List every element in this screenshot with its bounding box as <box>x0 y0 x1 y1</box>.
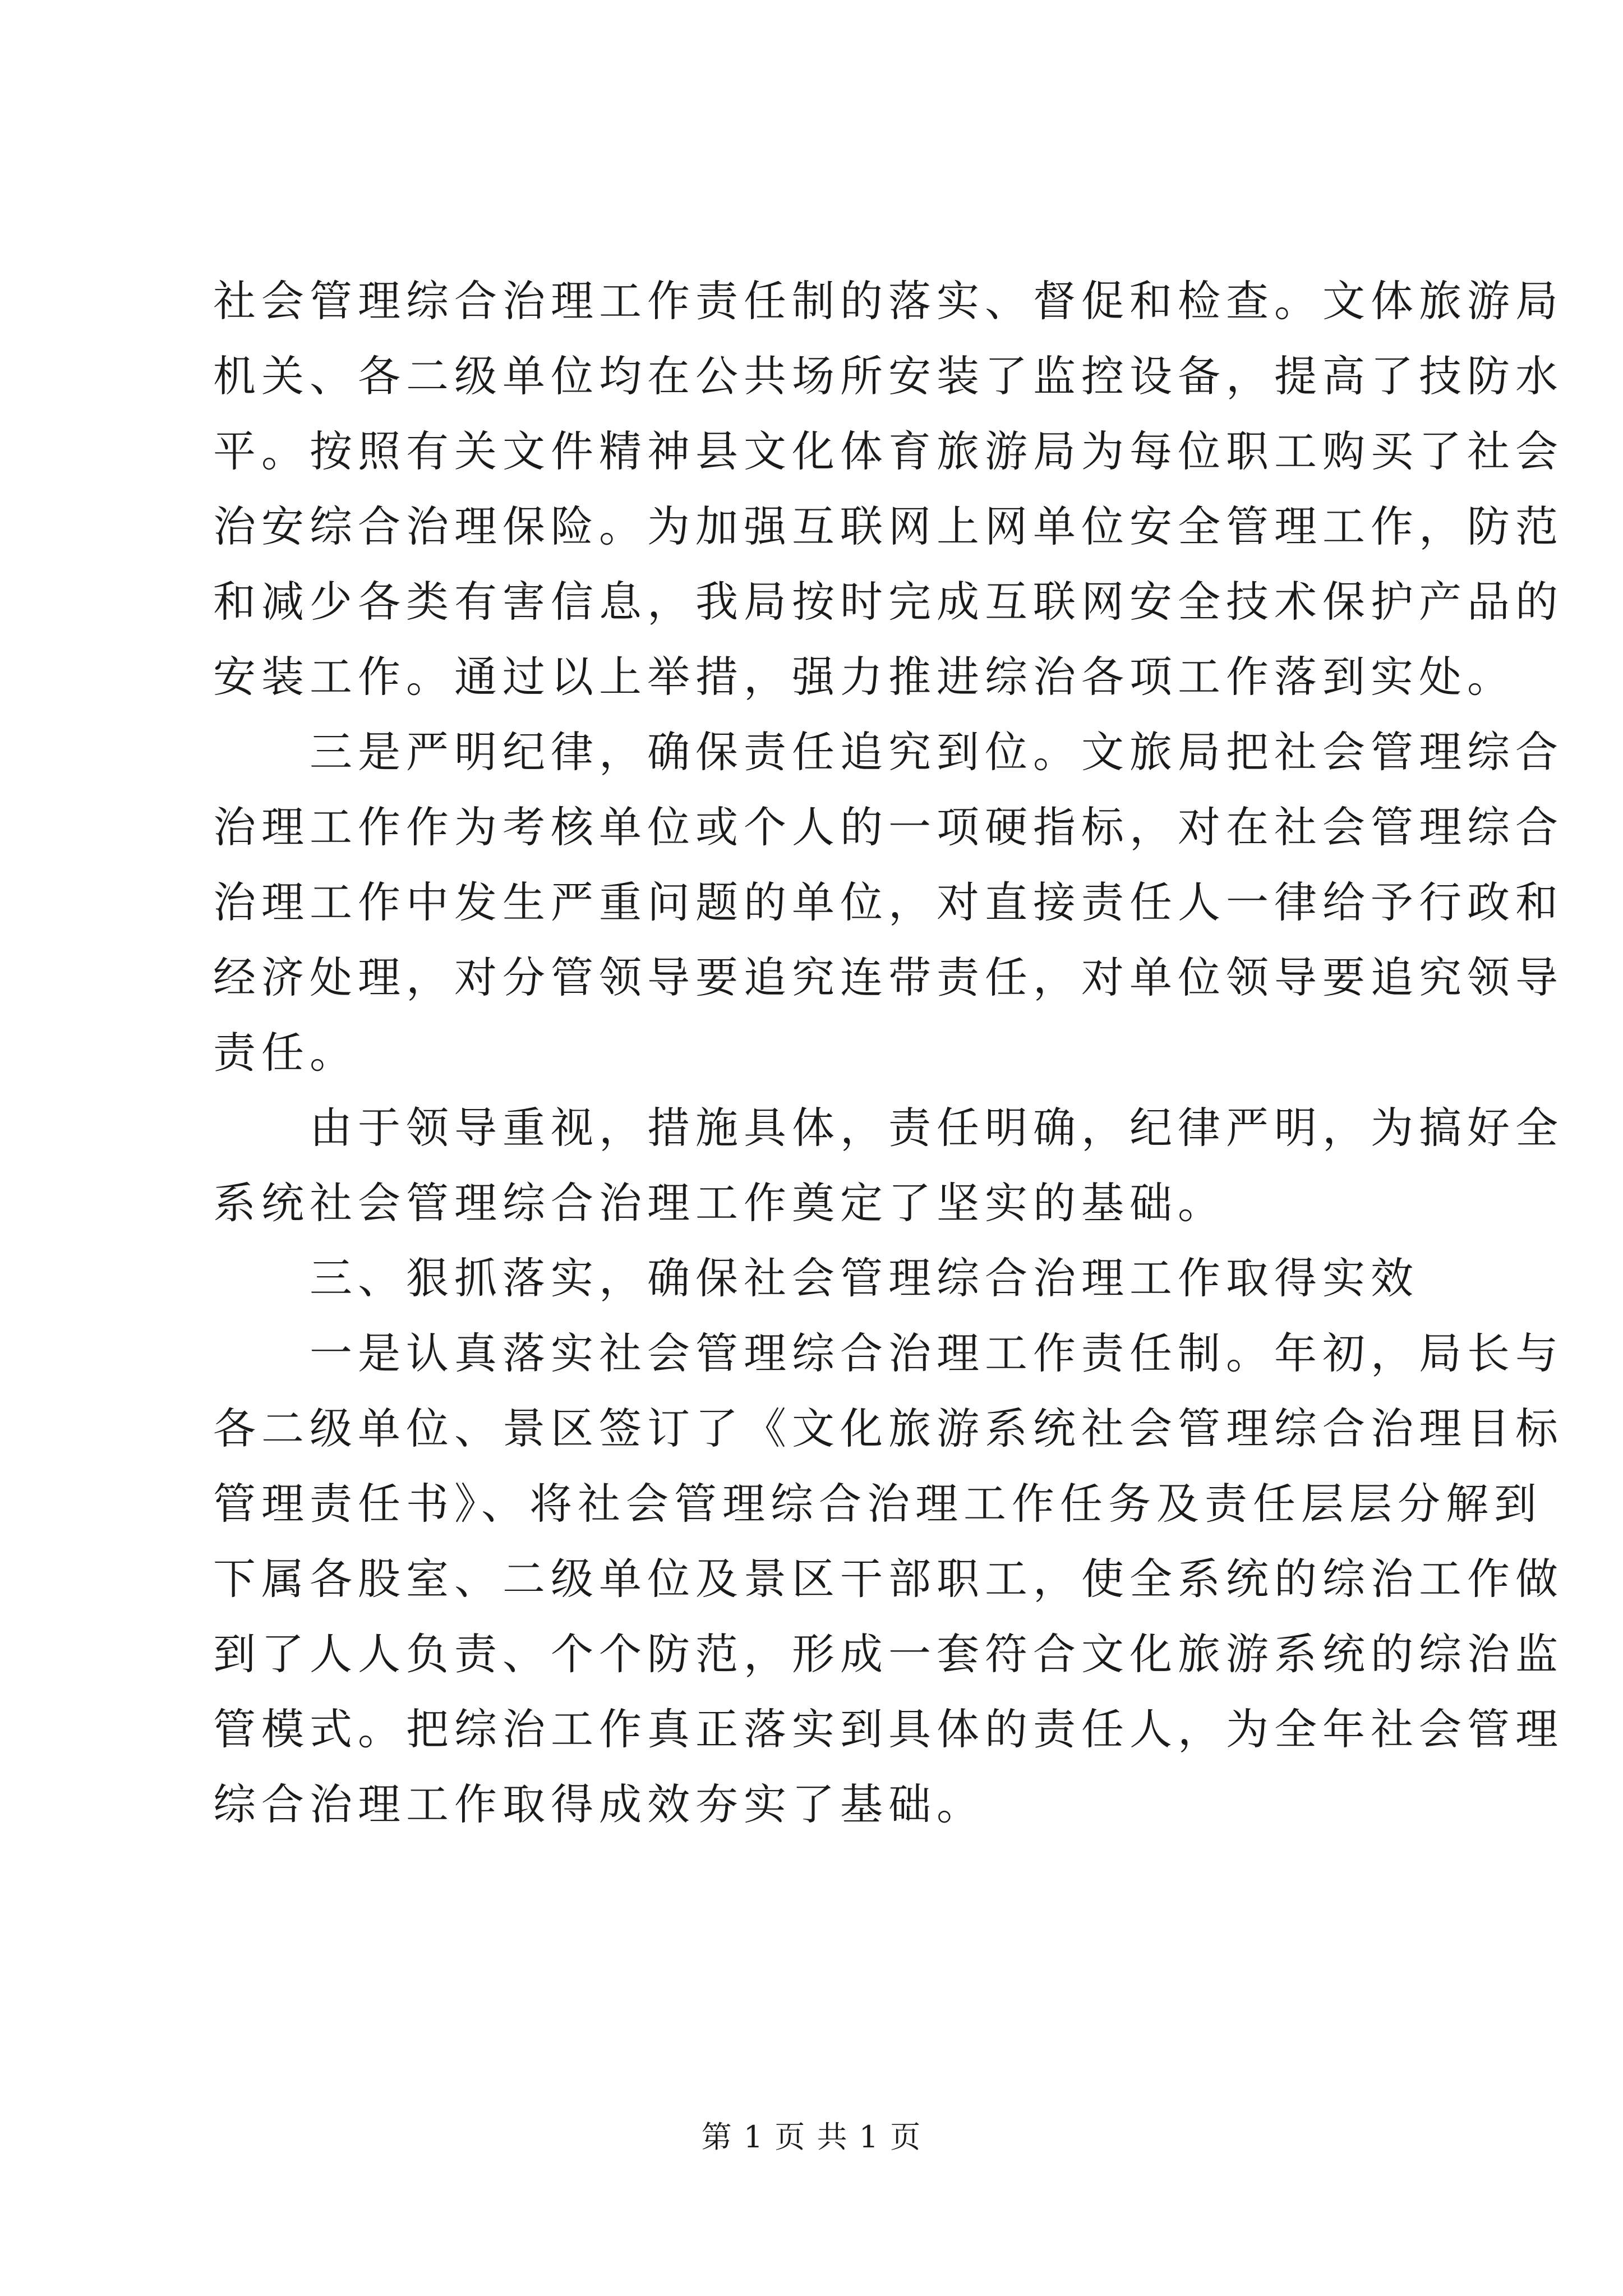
text-line: 系统社会管理综合治理工作奠定了坚实的基础。 <box>213 1178 1226 1228</box>
text-line: 经济处理，对分管领导要追究连带责任，对单位领导要追究领导 <box>213 953 1564 1002</box>
text-line: 平。按照有关文件精神县文化体育旅游局为每位职工购买了社会 <box>213 426 1564 476</box>
text-line: 社会管理综合治理工作责任制的落实、督促和检查。文体旅游局 <box>213 276 1564 326</box>
text-line: 治理工作中发生严重问题的单位，对直接责任人一律给予行政和 <box>213 877 1564 927</box>
text-line: 治理工作作为考核单位或个人的一项硬指标，对在社会管理综合 <box>213 802 1564 852</box>
text-line: 治安综合治理保险。为加强互联网上网单位安全管理工作，防范 <box>213 501 1564 551</box>
page-footer <box>0 2118 1623 2157</box>
paragraph-first-line: 一是认真落实社会管理综合治理工作责任制。年初，局长与 <box>310 1328 1564 1378</box>
text-line: 各二级单位、景区签订了《文化旅游系统社会管理综合治理目标 <box>213 1404 1564 1453</box>
text-line: 管理责任书》、将社会管理综合治理工作任务及责任层层分解到 <box>213 1479 1542 1529</box>
paragraph-first-line: 三是严明纪律，确保责任追究到位。文旅局把社会管理综合 <box>310 727 1564 777</box>
page-number: 第 1 页 共 1 页 <box>701 2119 922 2155</box>
text-line: 下属各股室、二级单位及景区干部职工，使全系统的综治工作做 <box>213 1554 1564 1604</box>
text-line: 综合治理工作取得成效夯实了基础。 <box>213 1779 985 1829</box>
paragraph-first-line: 由于领导重视，措施具体，责任明确，纪律严明，为搞好全 <box>310 1103 1564 1153</box>
text-line: 安装工作。通过以上举措，强力推进综治各项工作落到实处。 <box>213 652 1515 702</box>
text-line: 和减少各类有害信息，我局按时完成互联网安全技术保护产品的 <box>213 577 1564 627</box>
section-heading: 三、狠抓落实，确保社会管理综合治理工作取得实效 <box>310 1253 1419 1303</box>
document-body <box>213 264 1564 1842</box>
text-line: 责任。 <box>213 1028 358 1078</box>
text-line: 管模式。把综治工作真正落实到具体的责任人，为全年社会管理 <box>213 1704 1564 1754</box>
text-line: 机关、各二级单位均在公共场所安装了监控设备，提高了技防水 <box>213 351 1564 401</box>
text-line: 到了人人负责、个个防范，形成一套符合文化旅游系统的综治监 <box>213 1629 1564 1679</box>
